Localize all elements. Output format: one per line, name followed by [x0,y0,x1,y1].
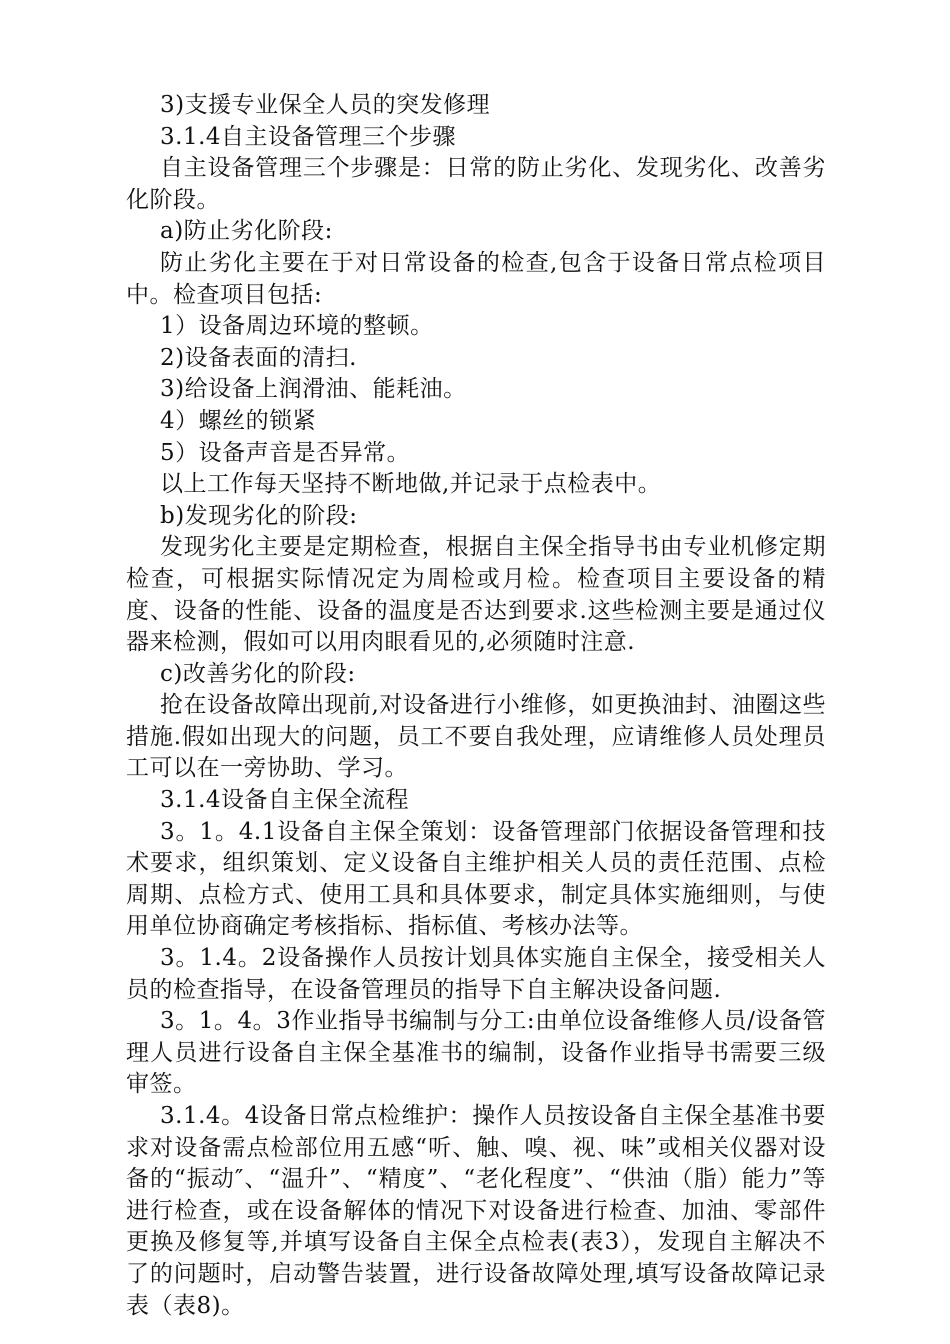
paragraph-prevent-desc: 防止劣化主要在于对日常设备的检查,包含于设备日常点检项目中。检查项目包括: [126,249,826,308]
list-item-3: 3)给设备上润滑油、能耗油。 [160,376,467,403]
subheading-c-improve: c)改善劣化的阶段: [160,660,356,687]
section-heading-3-1-4-steps: 3.1.4自主设备管理三个步骤 [160,123,457,150]
paragraph-3-1-4-3: 3。1。4。3作业指导书编制与分工:由单位设备维修人员/设备管理人员进行设备自主保全基准书的编制，设备作业指导书需要三级审签。 [126,1008,826,1098]
list-item-2: 2)设备表面的清扫. [160,344,357,371]
list-item-4: 4）螺丝的锁紧 [160,407,317,434]
paragraph-three-steps: 自主设备管理三个步骤是：日常的防止劣化、发现劣化、改善劣化阶段。 [126,155,826,213]
subheading-a-prevent: a)防止劣化阶段: [160,218,333,245]
paragraph-3-1-4-4: 3.1.4。4设备日常点检维护：操作人员按设备自主保全基准书要求对设备需点检部位用五感“听、触、嗅、视、味”或相关仪器对设备的“振动″、“温升”、“精度”、“老化程度”、“供油（脂）能力”等进行检查，或在设备解体的情况下对设备进行检查、加油、零部件更换及修复等,并填写设备自主保全点检表(表3），发现自主解决不了的问题时，启动警告装置，进行设备故障处理,填写设备故障记录表（表8)。 [126,1103,826,1319]
paragraph-improve-desc: 抢在设备故障出现前,对设备进行小维修，如更换油封、油圈这些措施.假如出现大的问题，员工不要自我处理，应请维修人员处理员工可以在一旁协助、学习。 [126,692,826,782]
list-item-support-repair: 3)支援专业保全人员的突发修理 [160,92,491,118]
list-item-1: 1）设备周边环境的整顿。 [160,313,434,340]
subheading-b-discover: b)发现劣化的阶段: [160,502,358,529]
paragraph-3-1-4-2: 3。1.4。2设备操作人员按计划具体实施自主保全，接受相关人员的检查指导，在设备管理员的指导下自主解决设备问题. [126,945,826,1003]
section-heading-3-1-4-flow: 3.1.4设备自主保全流程 [160,787,410,814]
list-item-5: 5）设备声音是否异常。 [160,439,411,466]
paragraph-daily-record: 以上工作每天坚持不断地做,并记录于点检表中。 [160,471,662,498]
document-body [126,90,826,1322]
paragraph-3-1-4-1: 3。1。4.1设备自主保全策划：设备管理部门依据设备管理和技术要求，组织策划、定义设备自主维护相关人员的责任范围、点检周期、点检方式、使用工具和具体要求，制定具体实施细则，与使用单位协商确定考核指标、指标值、考核办法等。 [126,818,826,940]
paragraph-discover-desc: 发现劣化主要是定期检查，根据自主保全指导书由专业机修定期检查，可根据实际情况定为周检或月检。检查项目主要设备的精度、设备的性能、设备的温度是否达到要求.这些检测主要是通过仪器来检测，假如可以用肉眼看见的,必须随时注意. [126,534,826,656]
